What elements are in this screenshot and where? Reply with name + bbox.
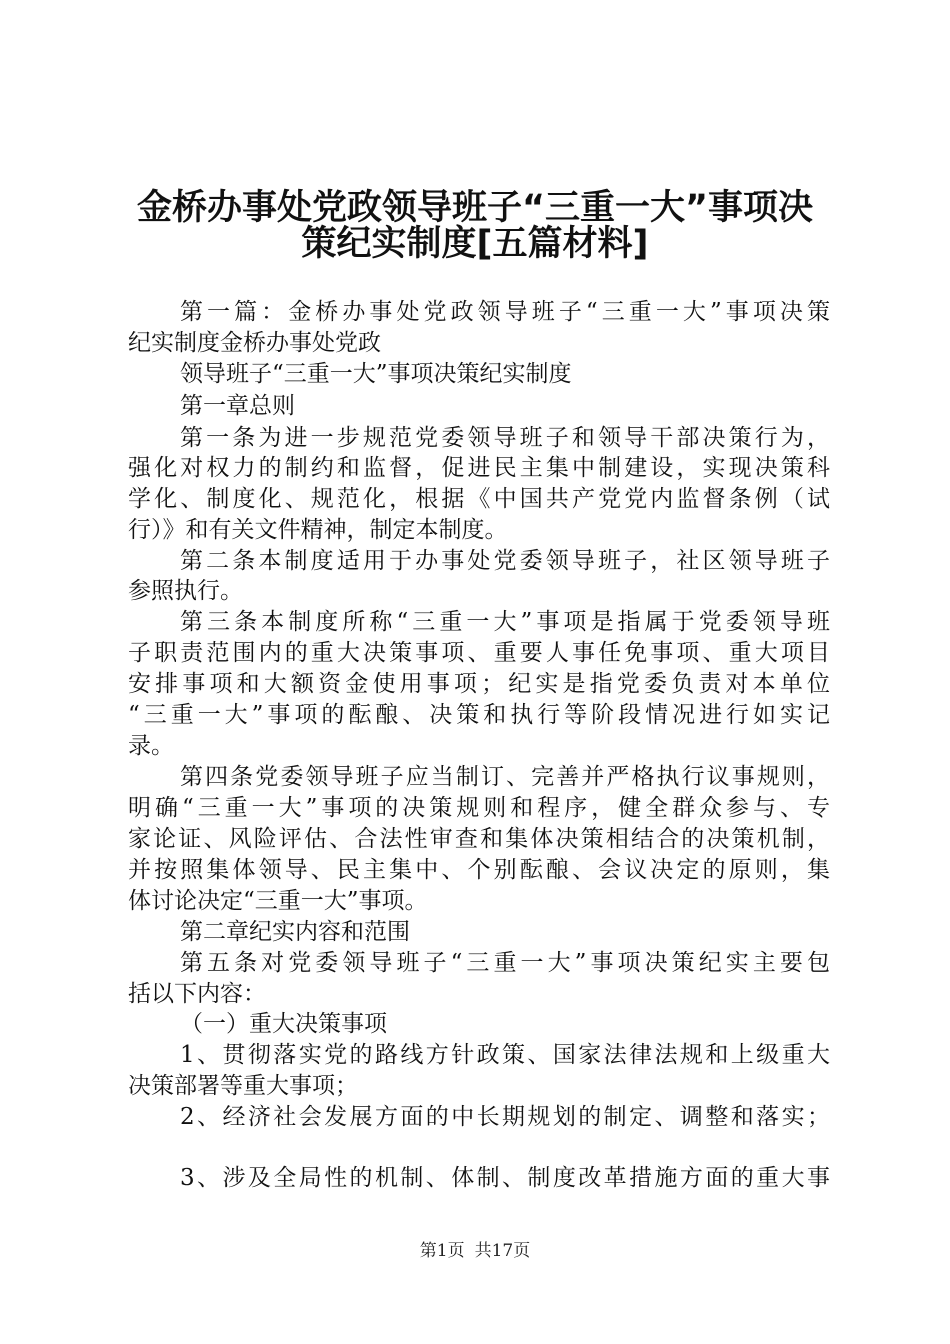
document-title-line-1: 金桥办事处党政领导班子“三重一大”事项决 [136, 188, 813, 228]
body-line: 安排事项和大额资金使用事项；纪实是指党委负责对本单位 [128, 671, 830, 697]
section-heading: （一）重大决策事项 [180, 1011, 387, 1037]
page-footer [0, 1240, 950, 1262]
body-line: 明确“三重一大”事项的决策规则和程序，健全群众参与、专 [128, 795, 830, 821]
body-line: 第二条本制度适用于办事处党委领导班子，社区领导班子 [180, 548, 830, 574]
body-line: 1、贯彻落实党的路线方针政策、国家法律法规和上级重大 [180, 1042, 830, 1068]
body-line: 2、经济社会发展方面的中长期规划的制定、调整和落实； [180, 1104, 830, 1130]
body-line: 录。 [128, 733, 174, 759]
body-line: 括以下内容： [128, 981, 266, 1007]
body-line: 学化、制度化、规范化，根据《中国共产党党内监督条例（试 [128, 486, 830, 512]
chapter-heading: 第二章纪实内容和范围 [180, 919, 410, 945]
body-line: 纪实制度金桥办事处党政 [128, 330, 381, 356]
chapter-heading: 第一章总则 [180, 393, 295, 419]
body-line: 并按照集体领导、民主集中、个别酝酿、会议决定的原则，集 [128, 857, 830, 883]
body-line: 强化对权力的制约和监督，促进民主集中制建设，实现决策科 [128, 455, 830, 481]
body-line: 家论证、风险评估、合法性审查和集体决策相结合的决策机制， [128, 826, 830, 852]
body-line: “三重一大”事项的酝酿、决策和执行等阶段情况进行如实记 [128, 702, 830, 728]
body-line: 子职责范围内的重大决策事项、重要人事任免事项、重大项目 [128, 640, 830, 666]
body-line: 3、涉及全局性的机制、体制、制度改革措施方面的重大事 [180, 1165, 830, 1191]
body-line: 第三条本制度所称“三重一大”事项是指属于党委领导班 [180, 609, 830, 635]
body-line: 行）》和有关文件精神，制定本制度。 [128, 517, 508, 543]
body-line: 第一篇：金桥办事处党政领导班子“三重一大”事项决策 [180, 299, 830, 325]
page-number: 第1页 [419, 1241, 465, 1261]
body-line: 领导班子“三重一大”事项决策纪实制度 [180, 361, 572, 387]
body-line: 第一条为进一步规范党委领导班子和领导干部决策行为， [180, 425, 830, 451]
body-line: 参照执行。 [128, 578, 243, 604]
document-title-line-2: 策纪实制度[五篇材料] [301, 224, 649, 264]
body-line: 第四条党委领导班子应当制订、完善并严格执行议事规则， [180, 764, 830, 790]
body-line: 第五条对党委领导班子“三重一大”事项决策纪实主要包 [180, 950, 830, 976]
page-total: 共17页 [474, 1241, 531, 1261]
body-line: 决策部署等重大事项； [128, 1073, 358, 1099]
body-line: 体讨论决定“三重一大”事项。 [128, 888, 428, 914]
